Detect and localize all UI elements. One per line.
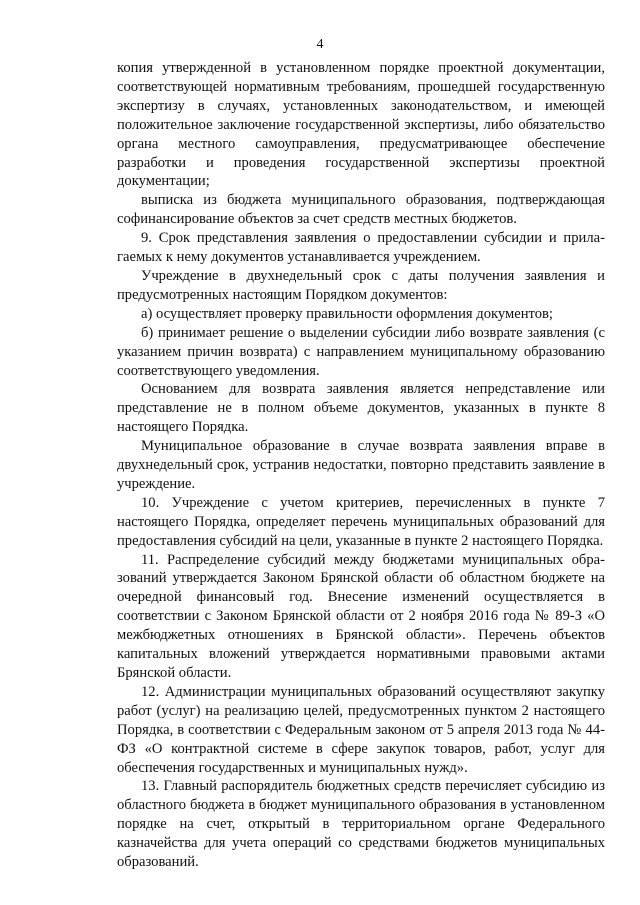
paragraph-subitem-b: б) принимает решение о выделении субсидии либо возврате заявления (с указанием причин возврата) с направлением муниципальному образованию соответствующего уведомления. [117, 324, 605, 379]
paragraph-two-week-review: Учреждение в двухнедельный срок с даты получения заявления и предусмотренных настоящим Порядком документов: [117, 267, 605, 303]
paragraph-return-grounds: Основанием для возврата заявления является непредставление или представление не в полном объеме документов, указанных в пункте 8 настоящего Порядка. [117, 381, 605, 436]
page-number: 4 [316, 37, 324, 52]
paragraph-item-9: 9. Срок представления заявления о предоставлении субсидии и прилагаемых к нему документов устанавливается учреждением. [117, 230, 605, 266]
paragraph-item-13: 13. Главный распорядитель бюджетных средств перечисляет субсидию из областного бюджета в бюджет муниципального образования в установленном порядке на счет, открытый в территориальном органе Федерального казначейства для учета операций со средствами бюджетов муниципальных образований. [117, 778, 605, 871]
paragraph-item-12: 12. Администрации муниципальных образований осуществляют закупку работ (услуг) на реализацию целей, предусмотренных пунктом 2 настоящего Порядка, в соответствии с Федеральным законом от 5 апреля 2013 года № 44-ФЗ «О контрактной системе в сфере закупок товаров, работ, услуг для обеспечения государственных и муниципальных нужд». [117, 683, 605, 776]
paragraph-budget-extract: выписка из бюджета муниципального образования, подтверждающая софинансирование объектов за счет средств местных бюджетов. [117, 192, 605, 228]
paragraph-item-11: 11. Распределение субсидий между бюджетами муниципальных образований утверждается Законом Брянской области об областном бюджете на очередной финансовый год. Внесение изменений осуществляется в соответствии с Законом Брянской области от 2 ноября 2016 года № 89-З «О межбюджетных отношениях в Брянской области». Перечень объектов капитальных вложений утверждается нормативными правовыми актами Брянской области. [117, 551, 605, 681]
paragraph-project-docs: копия утвержденной в установленном порядке проектной документации, соответствующей нормативным требованиям, прошедшей государственную экспертизу в случаях, установленных законодательством, и имеющей положительное заключение государственной экспертизы, либо обязательство органа местного самоуправления, предусматривающее обеспечение разработки и проведения государственной экспертизы проектной документации; [117, 60, 605, 190]
paragraph-item-10: 10. Учреждение с учетом критериев, перечисленных в пункте 7 настоящего Порядка, определяет перечень муниципальных образований для предоставления субсидий на цели, указанные в пункте 2 настоящего Порядка. [117, 494, 605, 549]
document-body [117, 59, 605, 872]
paragraph-resubmission: Муниципальное образование в случае возврата заявления вправе в двухнедельный срок, устранив недостатки, повторно представить заявление в учреждение. [117, 438, 605, 492]
paragraph-subitem-a: а) осуществляет проверку правильности оформления документов; [141, 305, 553, 322]
